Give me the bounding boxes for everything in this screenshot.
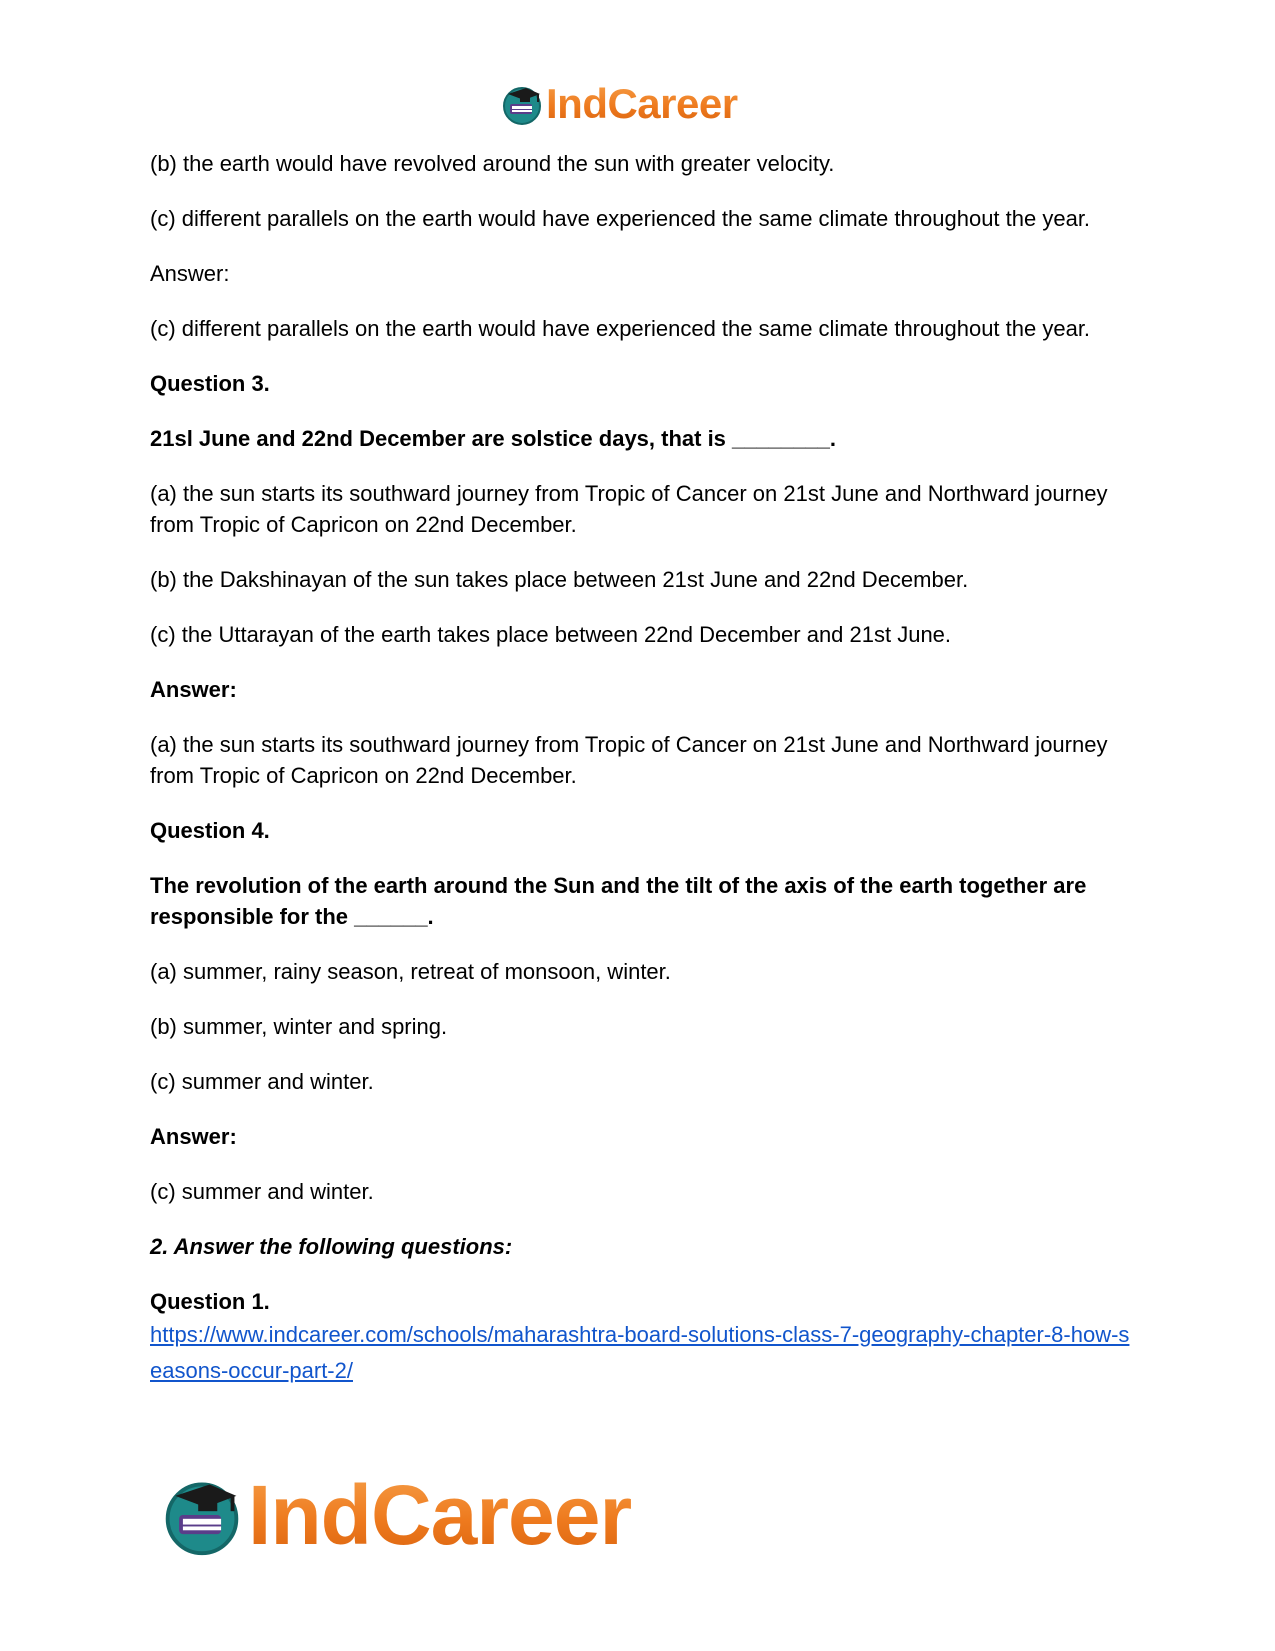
question-heading: Question 1. [150, 1289, 270, 1314]
footer-logo [160, 1467, 632, 1562]
option-text: (a) the sun starts its southward journey from Tropic of Cancer on 21st June and Northward journey from Tropic of Capricon on 22nd December. [150, 481, 1108, 537]
option-text: (c) summer and winter. [150, 1069, 374, 1094]
option-text: (a) summer, rainy season, retreat of monsoon, winter. [150, 959, 671, 984]
brand-wordmark: IndCareer [248, 1467, 632, 1562]
option-text: (a) the sun starts its southward journey from Tropic of Cancer on 21st June and Northward journey from Tropic of Capricon on 22nd December. [150, 732, 1108, 788]
question-text: The revolution of the earth around the Sun and the tilt of the axis of the earth together are responsible for the ______. [150, 873, 1087, 929]
question-text: 21sl June and 22nd December are solstice days, that is ________. [150, 426, 837, 451]
answer-label: Answer: [150, 1124, 237, 1149]
option-text: (c) the Uttarayan of the earth takes place between 22nd December and 21st June. [150, 622, 952, 647]
option-text: (c) different parallels on the earth would have experienced the same climate throughout the year. [150, 316, 1091, 341]
option-text: (b) summer, winter and spring. [150, 1014, 448, 1039]
answer-label: Answer: [150, 677, 237, 702]
question-heading: Question 4. [150, 818, 270, 843]
option-text: (c) different parallels on the earth would have experienced the same climate throughout the year. [150, 206, 1091, 231]
section-heading: 2. Answer the following questions: [150, 1234, 513, 1259]
header-logo [500, 80, 738, 128]
source-link[interactable]: https://www.indcareer.com/schools/maharashtra-board-solutions-class-7-geography-chapter-8-how-seasons-occur-part-2/ [150, 1322, 1130, 1383]
document-body [150, 148, 1140, 1389]
graduation-cap-globe-book-icon [500, 82, 544, 126]
answer-label: Answer: [150, 261, 230, 286]
brand-wordmark: IndCareer [546, 80, 738, 127]
option-text: (b) the earth would have revolved around the sun with greater velocity. [150, 151, 835, 176]
graduation-cap-globe-book-icon [160, 1473, 244, 1557]
question-heading: Question 3. [150, 371, 270, 396]
option-text: (b) the Dakshinayan of the sun takes place between 21st June and 22nd December. [150, 567, 969, 592]
option-text: (c) summer and winter. [150, 1179, 374, 1204]
